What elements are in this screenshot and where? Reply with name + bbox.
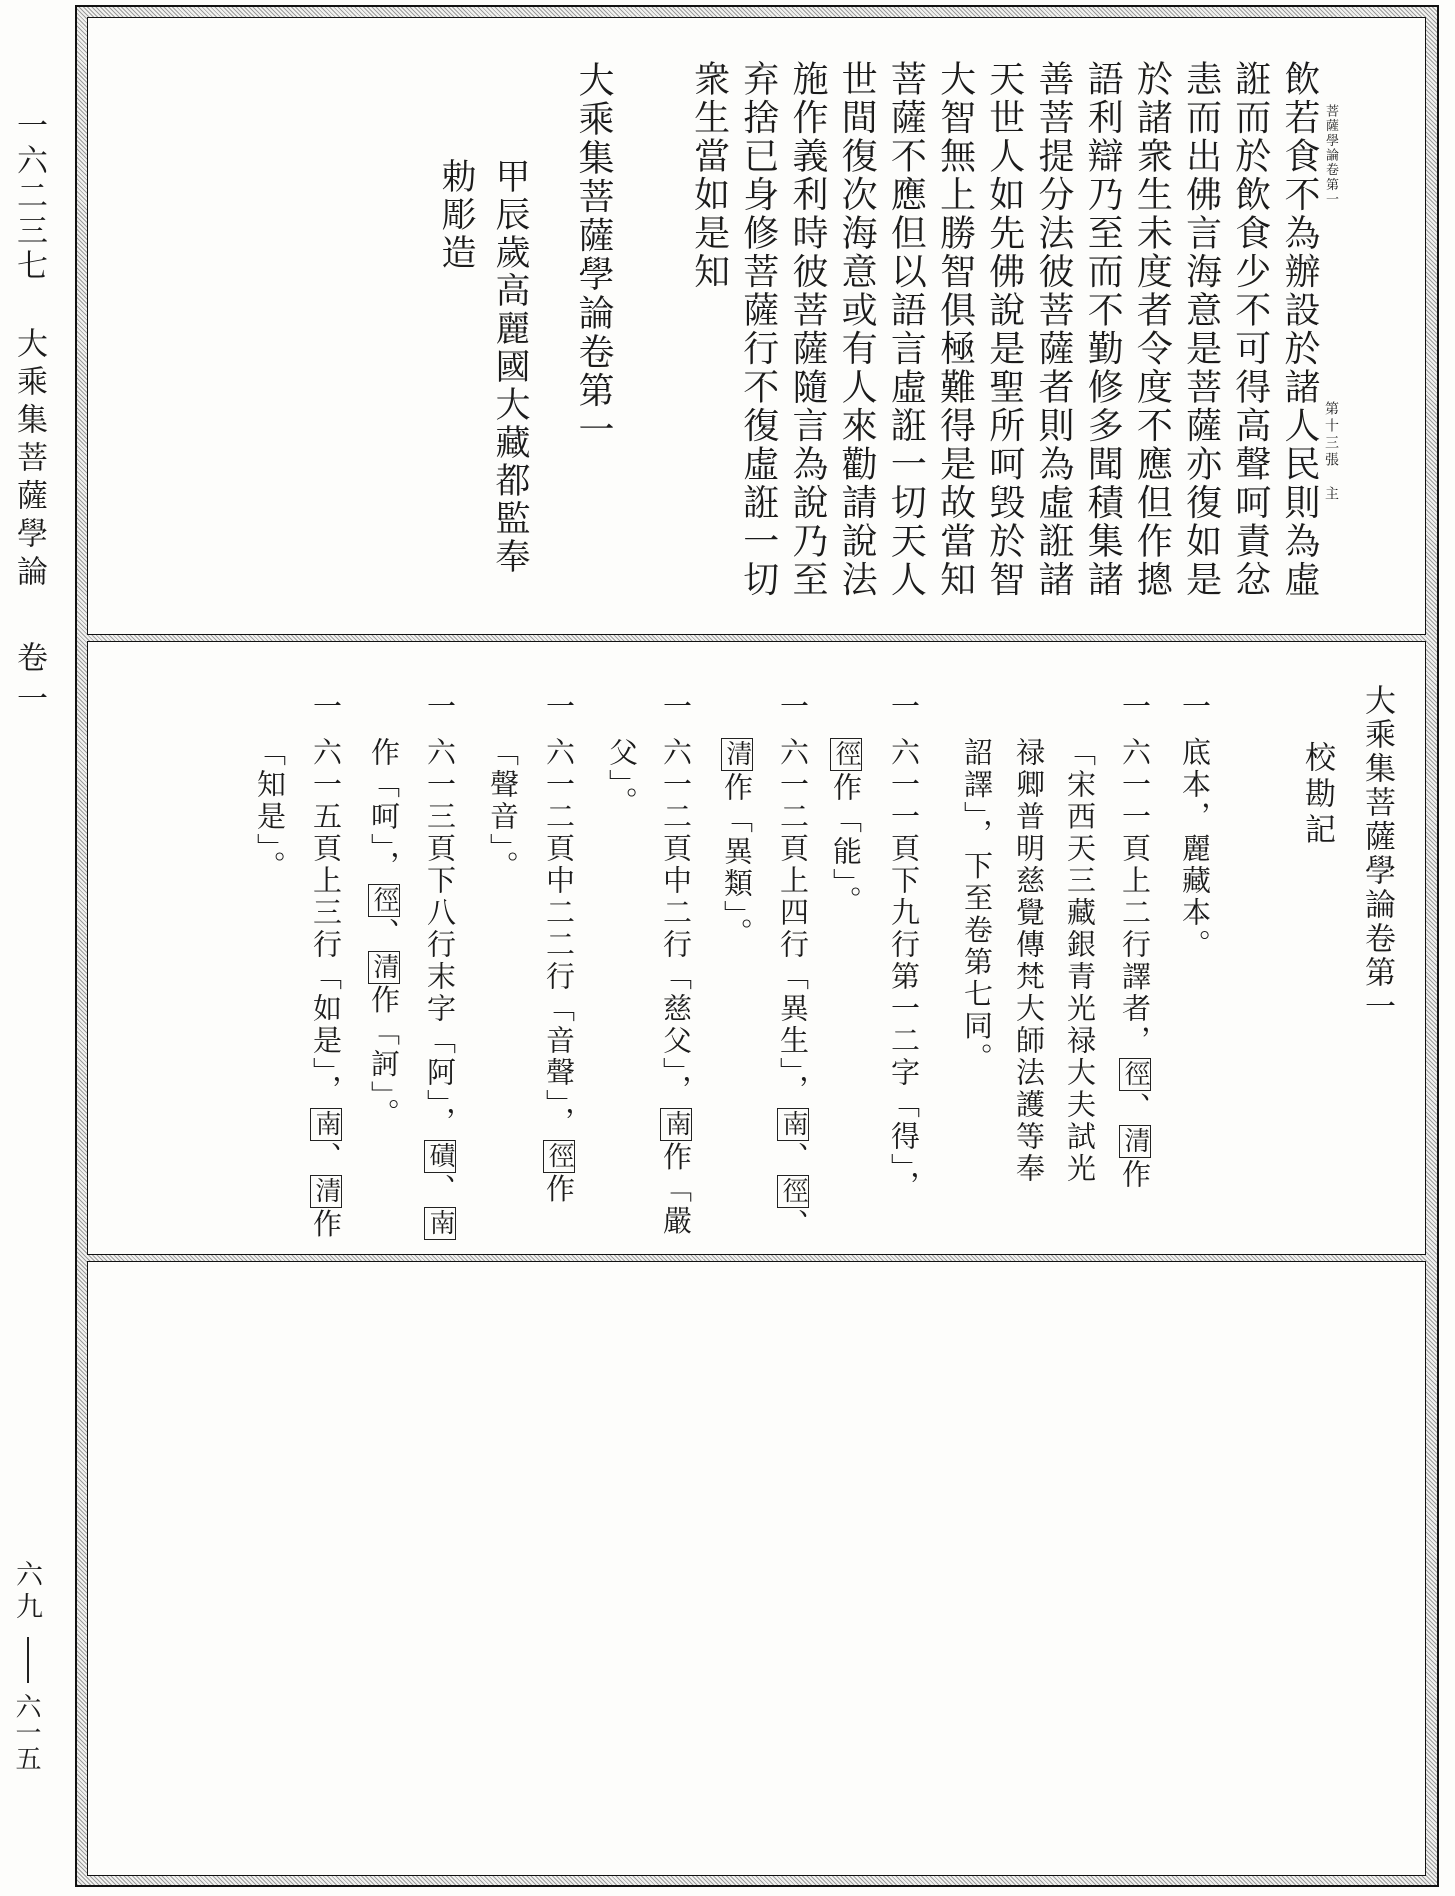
note-marker: 一 [1118, 691, 1152, 720]
text-column: 弃捨已身修菩薩行不復虛誑一切 [737, 60, 779, 599]
note-text-segment: 、 [309, 1141, 343, 1174]
collation-title: 大乘集菩薩學論卷第一 [1359, 684, 1395, 1024]
note-marker: 一 [542, 691, 576, 720]
edition-abbrev-box: 清 [311, 1176, 341, 1206]
note-text-segment: 作 [1118, 1159, 1152, 1191]
collation-heading: 校勘記 [1299, 741, 1335, 849]
note-line [1178, 737, 1212, 961]
note-line [659, 737, 693, 1238]
edition-abbrev-box: 徑 [778, 1176, 808, 1206]
colophon-edict-line: 甲辰歲高麗國大藏都監奉 [490, 158, 530, 576]
note-text-segment: 六一一頁上二行譯者， [1118, 737, 1152, 1057]
text-column: 飲若食不為辦設於諸人民則為虛 [1279, 60, 1320, 599]
text-column: 世間復次海意或有人來勸請說法 [836, 60, 878, 599]
note-text-segment: 禄卿普明慈覺傳梵大師法護等奉 [1012, 737, 1046, 1185]
sutra-text-columns [684, 60, 1324, 620]
edition-abbrev-box: 徑 [1120, 1060, 1150, 1089]
note-text-segment: 詔譯」，下至卷第七同。 [960, 737, 994, 1075]
note-text-segment: 作「能」。 [829, 772, 863, 918]
note-marker: 一 [887, 691, 921, 720]
note-text-segment: 、 [776, 1208, 810, 1241]
note-text-segment: 六一二頁上四行「異生」， [776, 737, 810, 1107]
note-text-segment: 作 [542, 1173, 576, 1206]
note-marker: 一 [776, 691, 810, 720]
margin-sutra-title: 大乘集菩薩學論 [11, 327, 47, 593]
note-line [1063, 737, 1097, 1185]
edition-abbrev-box: 清 [369, 952, 399, 982]
note-text-segment: 、 [423, 1173, 457, 1206]
note-line [486, 737, 520, 883]
note-line [960, 737, 994, 1075]
note-text-segment: 六一五頁上三行「如是」， [309, 737, 343, 1107]
text-column: 菩薩不應但以語言虛誑一切天人 [885, 60, 927, 599]
note-line [720, 737, 754, 950]
text-column: 語利辯乃至而不勤修多聞積集諸 [1082, 60, 1124, 599]
text-column: 善菩提分法彼菩薩者則為虛誑諸 [1032, 60, 1074, 599]
note-text-segment: 「聲音」。 [486, 737, 520, 883]
note-text-segment: 作「嚴 [659, 1141, 693, 1238]
note-text-segment: 作「異類」。 [720, 772, 754, 950]
text-column: 天世人如先佛說是聖所呵毁於智 [983, 60, 1025, 599]
note-text-segment: 六一二頁中二行「慈父」， [659, 737, 693, 1107]
page-number-separator [27, 1637, 29, 1683]
note-line [887, 737, 921, 1203]
note-line [829, 737, 863, 918]
note-text-segment: 六一一頁下九行第一二字「得」， [887, 737, 921, 1203]
blank-panel [87, 1261, 1426, 1876]
note-text-segment: 「宋西天三藏銀青光禄大夫試光 [1063, 737, 1097, 1185]
text-column: 衆生當如是知 [688, 60, 730, 291]
note-line [309, 737, 343, 1241]
page-number: 六一五 [11, 1693, 41, 1771]
edition-abbrev-box: 南 [661, 1109, 691, 1139]
edition-abbrev-box: 南 [425, 1208, 455, 1238]
note-marker: 一 [423, 691, 457, 720]
note-text-segment: 「知是」。 [253, 737, 287, 883]
collation-panel [87, 641, 1426, 1255]
note-line [776, 737, 810, 1241]
edition-abbrev-box: 南 [311, 1109, 341, 1139]
note-marker: 一 [1178, 691, 1212, 720]
note-line [1118, 737, 1152, 1191]
note-marker: 一 [659, 691, 693, 720]
text-column: 恚而出佛言海意是菩薩亦復如是 [1180, 60, 1222, 599]
catalog-number: 一六二三七 [11, 109, 47, 284]
text-column: 大智無上勝智俱極難得是故當知 [934, 60, 976, 599]
note-text-segment: 底本，麗藏本。 [1178, 737, 1212, 961]
text-column: 誑而於飲食少不可得高聲呵責忿 [1229, 60, 1271, 599]
edition-abbrev-box: 清 [722, 740, 752, 769]
note-text-segment: 六一三頁下八行末字「阿」， [423, 737, 457, 1139]
colophon-edict-line: 勅彫造 [436, 158, 476, 272]
edition-abbrev-box: 磧 [425, 1141, 455, 1171]
note-line [423, 737, 457, 1241]
edition-abbrev-box: 徑 [544, 1141, 574, 1171]
volume-page-number: 六九 [11, 1560, 42, 1624]
block-header-note: 菩薩學論卷第一 [1323, 104, 1338, 207]
colophon-title: 大乘集菩薩學論卷第一 [573, 61, 614, 449]
text-column: 施作義利時彼菩薩隨言為說乃至 [786, 60, 828, 599]
note-marker: 一 [309, 691, 343, 720]
note-line [542, 737, 576, 1206]
edition-abbrev-box: 徑 [369, 885, 399, 915]
edition-abbrev-box: 南 [778, 1109, 808, 1139]
margin-fascicle: 卷一 [11, 641, 47, 723]
note-text-segment: 作 [309, 1208, 343, 1241]
note-text-segment: 父」。 [605, 737, 639, 819]
note-line [253, 737, 287, 883]
note-text-segment: 、 [367, 917, 401, 950]
edition-abbrev-box: 徑 [831, 740, 861, 769]
sutra-text-panel [87, 17, 1426, 635]
note-line [605, 737, 639, 819]
note-text-segment: 、 [776, 1141, 810, 1174]
note-text-segment: 作「呵」， [367, 737, 401, 883]
edition-abbrev-box: 清 [1120, 1127, 1150, 1156]
note-line [1012, 737, 1046, 1185]
note-text-segment: 、 [1118, 1092, 1152, 1124]
note-text-segment: 作「訶」。 [367, 984, 401, 1130]
text-column: 於諸衆生未度者令度不應但作摠 [1131, 60, 1173, 599]
sheet-number-note: 第十三張 主 [1323, 401, 1339, 503]
note-text-segment: 六一二頁中二二行「音聲」， [542, 737, 576, 1139]
note-line [367, 737, 401, 1130]
